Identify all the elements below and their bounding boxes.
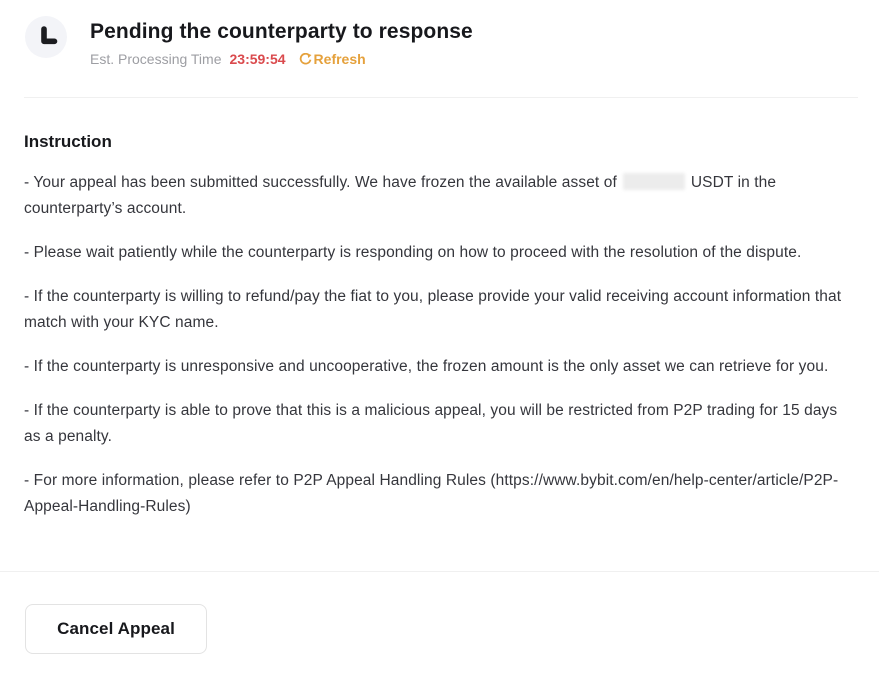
clock-icon	[25, 16, 67, 58]
instruction-paragraph	[24, 170, 855, 222]
refresh-icon	[299, 53, 314, 66]
instruction-paragraph: - Please wait patiently while the counterparty is responding on how to proceed with the resolution of the dispute.	[24, 244, 802, 261]
header-divider	[24, 97, 858, 98]
redacted-amount	[623, 173, 685, 190]
instruction-paragraph: - If the counterparty is unresponsive and uncooperative, the frozen amount is the only asset we can retrieve for you.	[24, 358, 829, 375]
instruction-paragraph: - For more information, please refer to P2P Appeal Handling Rules (https://www.bybit.com/en/help-center/article/P2P-Appeal-Handling-Rules)	[24, 472, 839, 515]
cancel-appeal-button[interactable]: Cancel Appeal	[25, 604, 207, 654]
instruction-paragraph: - If the counterparty is able to prove that this is a malicious appeal, you will be restricted from P2P trading for 15 days as a penalty.	[24, 402, 838, 445]
footer-actions	[0, 604, 879, 654]
instruction-paragraph: - If the counterparty is willing to refund/pay the fiat to you, please provide your valid receiving account information that match with your KYC name.	[24, 288, 842, 331]
paragraph-text-before-redaction: - Your appeal has been submitted successfully. We have frozen the available asset of	[24, 174, 617, 191]
footer-divider	[0, 571, 879, 572]
processing-time-label: Est. Processing Time	[90, 51, 222, 67]
instruction-heading: Instruction	[24, 132, 112, 151]
paragraph-text-after-redaction: USDT in the counterparty’s account.	[24, 174, 777, 217]
processing-time-countdown: 23:59:54	[229, 51, 286, 67]
refresh-label: Refresh	[313, 51, 366, 67]
appeal-header	[0, 0, 879, 97]
page-title: Pending the counterparty to response	[90, 20, 473, 43]
processing-time-row	[90, 50, 473, 68]
instruction-section	[0, 132, 879, 520]
header-text	[90, 16, 473, 68]
refresh-button[interactable]	[299, 51, 366, 67]
